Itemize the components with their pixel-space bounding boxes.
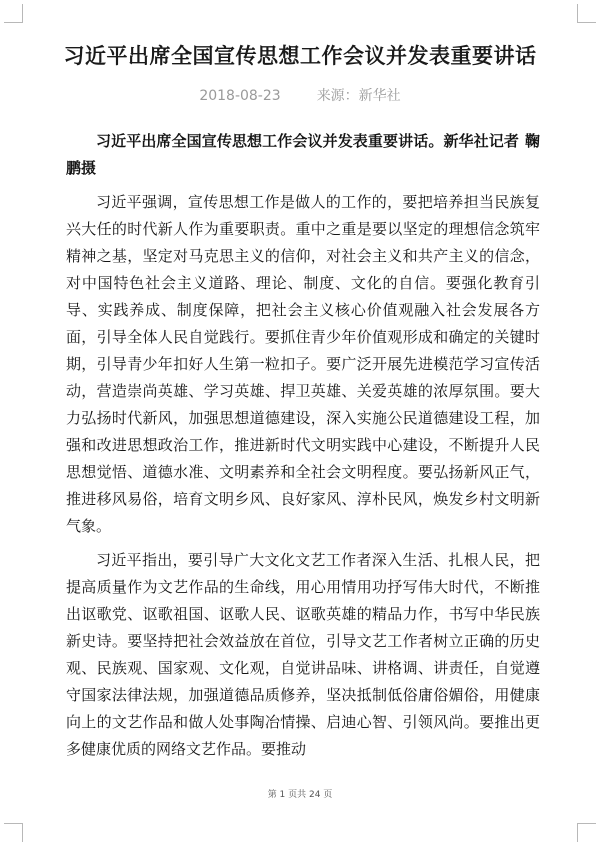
article-paragraph: 习近平强调，宣传思想工作是做人的工作的，要把培养担当民族复兴大任的时代新人作为重要职责。重中之重是要以坚定的理想信念筑牢精神之基，坚定对马克思主义的信仰，对社会主义和共产主义的信念，对中国特色社会主义道路、理论、制度、文化的自信。要强化教育引导、实践养成、制度保障，把社会主义核心价值观融入社会发展各方面，引导全体人民自觉践行。要抓住青少年价值观形成和确定的关键时期，引导青少年扣好人生第一粒扣子。要广泛开展先进模范学习宣传活动，营造崇尚英雄、学习英雄、捍卫英雄、关爱英雄的浓厚氛围。要大力弘扬时代新风，加强思想道德建设，深入实施公民道德建设工程，加强和改进思想政治工作，推进新时代文明实践中心建设，不断提升人民思想觉悟、道德水准、文明素养和全社会文明程度。要弘扬新风正气，推进移风易俗，培育文明乡风、良好家风、淳朴民风，焕发乡村文明新气象。 <box>66 193 540 535</box>
crop-mark-bottom-left <box>4 823 23 842</box>
page-number: 第 1 页共 24 页 <box>267 790 333 800</box>
caption-author: 鞠鹏摄 <box>66 132 540 177</box>
photo-caption <box>66 128 540 182</box>
article-meta <box>0 85 600 105</box>
caption-text: 习近平出席全国宣传思想工作会议并发表重要讲话。新华社记者 <box>96 132 519 150</box>
crop-mark-bottom-right <box>577 823 596 842</box>
crop-mark-top-left <box>4 4 23 23</box>
article-title: 习近平出席全国宣传思想工作会议并发表重要讲话 <box>63 44 537 68</box>
article-body <box>66 128 540 770</box>
crop-mark-top-right <box>577 4 596 23</box>
article-source: 来源：新华社 <box>316 88 401 104</box>
article-date: 2018-08-23 <box>199 88 281 104</box>
article-paragraph: 习近平指出，要引导广大文化文艺工作者深入生活、扎根人民，把提高质量作为文艺作品的生命线，用心用情用功抒写伟大时代，不断推出讴歌党、讴歌祖国、讴歌人民、讴歌英雄的精品力作，书写中华民族新史诗。要坚持把社会效益放在首位，引导文艺工作者树立正确的历史观、民族观、国家观、文化观，自觉讲品味、讲格调、讲责任，自觉遵守国家法律法规，加强道德品质修养，坚决抵制低俗庸俗媚俗，用健康向上的文艺作品和做人处事陶冶情操、启迪心智、引领风尚。要推出更多健康优质的网络文艺作品。要推动 <box>66 551 540 758</box>
